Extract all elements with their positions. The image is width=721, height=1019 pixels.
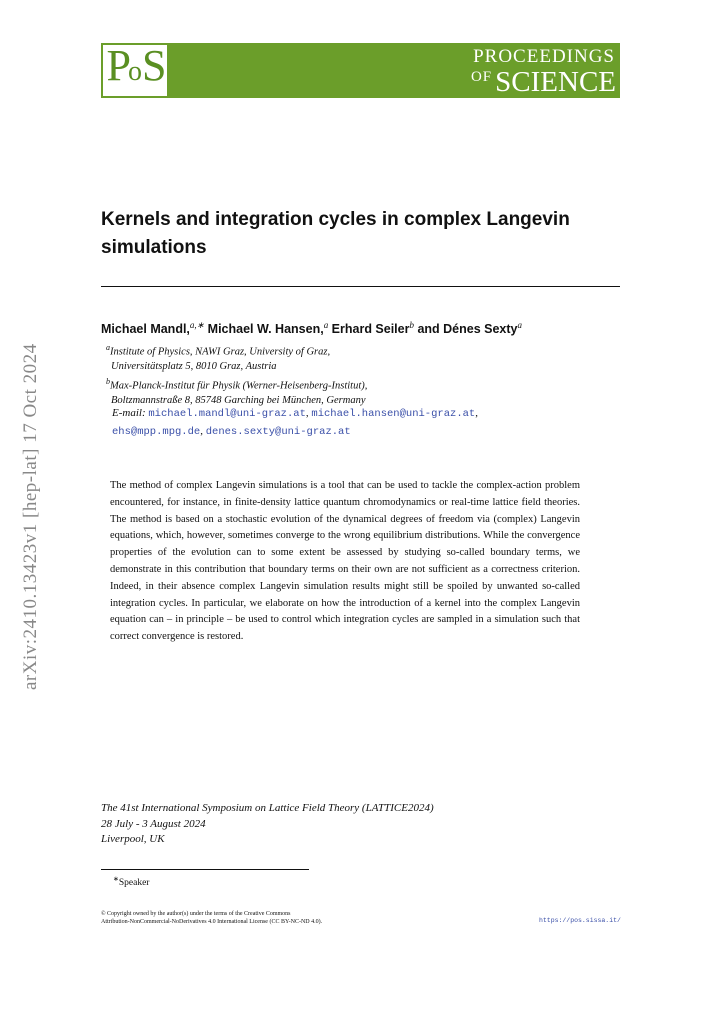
paper-title: Kernels and integration cycles in complex Langevin simulations [101, 209, 570, 258]
email-link[interactable]: michael.hansen@uni-graz.at [311, 408, 476, 420]
conference-info: The 41st International Symposium on Lattice Field Theory (LATTICE2024) 28 July - 3 August 2024 Liverpool, UK [101, 802, 434, 845]
author: and Dénes Sexty [413, 322, 518, 337]
email-line-1: E-mail: michael.mandl@uni-graz.at, michael.hansen@uni-graz.at, [112, 407, 478, 420]
email-link[interactable]: denes.sexty@uni-graz.at [205, 426, 351, 438]
author-list: Michael Mandl,$^{a,∗}$ Michael W. Hansen,$^a$ Erhard Seiler$^b$ and Dénes Sexty$^a$ [101, 320, 522, 337]
pos-logo: PoS [101, 43, 169, 98]
abstract: The method of complex Langevin simulations is a tool that can be used to tackle the complex-action problem encountered, for instance, in finite-density lattice quantum chromodynamics or real-time lattice field theories. The method is based on a stochastic evolution of the dynamical degrees of freedom via (complex) Langevin equations, which, however, sometimes converge to the wrong equilibrium distributions. While the convergence properties of the evolution can to some extent be assessed by studying so-called boundary terms, we demonstrate in this contribution that boundary terms on their own are not sufficient as a correctness criterion. Indeed, in their absence complex Langevin simulation results might still be spoiled by unwanted so-called integration cycles. In particular, we elaborate on how the introduction of a kernel into the complex Langevin equation can – in principle – be used to control which integration cycles are sampled in a simulation such that correct convergence is restored. [110, 480, 580, 643]
pos-url-link[interactable]: https://pos.sissa.it/ [539, 917, 621, 924]
author: Erhard Seiler [328, 322, 410, 337]
banner-proceedings: PROCEEDINGS [473, 46, 615, 67]
banner-science: $^{OF}$ SCIENCE [470, 66, 616, 98]
email-line-2: ehs@mpp.mpg.de, denes.sexty@uni-graz.at [112, 425, 351, 438]
affiliation-b: $^b$Max-Planck-Institut für Physik (Werner-Heisenberg-Institut), Boltzmannstraße 8, 85748 Garching bei München, Germany [106, 377, 368, 406]
footnote: ∗Speaker [113, 875, 150, 889]
email-link[interactable]: michael.mandl@uni-graz.at [148, 408, 306, 420]
author: Michael W. Hansen, [204, 322, 324, 337]
email-link[interactable]: ehs@mpp.mpg.de [112, 426, 201, 438]
arxiv-stamp: arXiv:2410.13423v1 [hep-lat] 17 Oct 2024 [20, 343, 41, 690]
footnote-rule [101, 869, 309, 870]
affiliation-a: $^a$Institute of Physics, NAWI Graz, University of Graz, Universitätsplatz 5, 8010 Graz, Austria [106, 343, 331, 372]
title-rule [101, 286, 620, 287]
author: Michael Mandl, [101, 322, 190, 337]
copyright-notice: © Copyright owned by the author(s) under the terms of the Creative Commons Attribution-NonCommercial-NoDerivatives 4.0 International License (CC BY-NC-ND 4.0). [101, 911, 323, 925]
